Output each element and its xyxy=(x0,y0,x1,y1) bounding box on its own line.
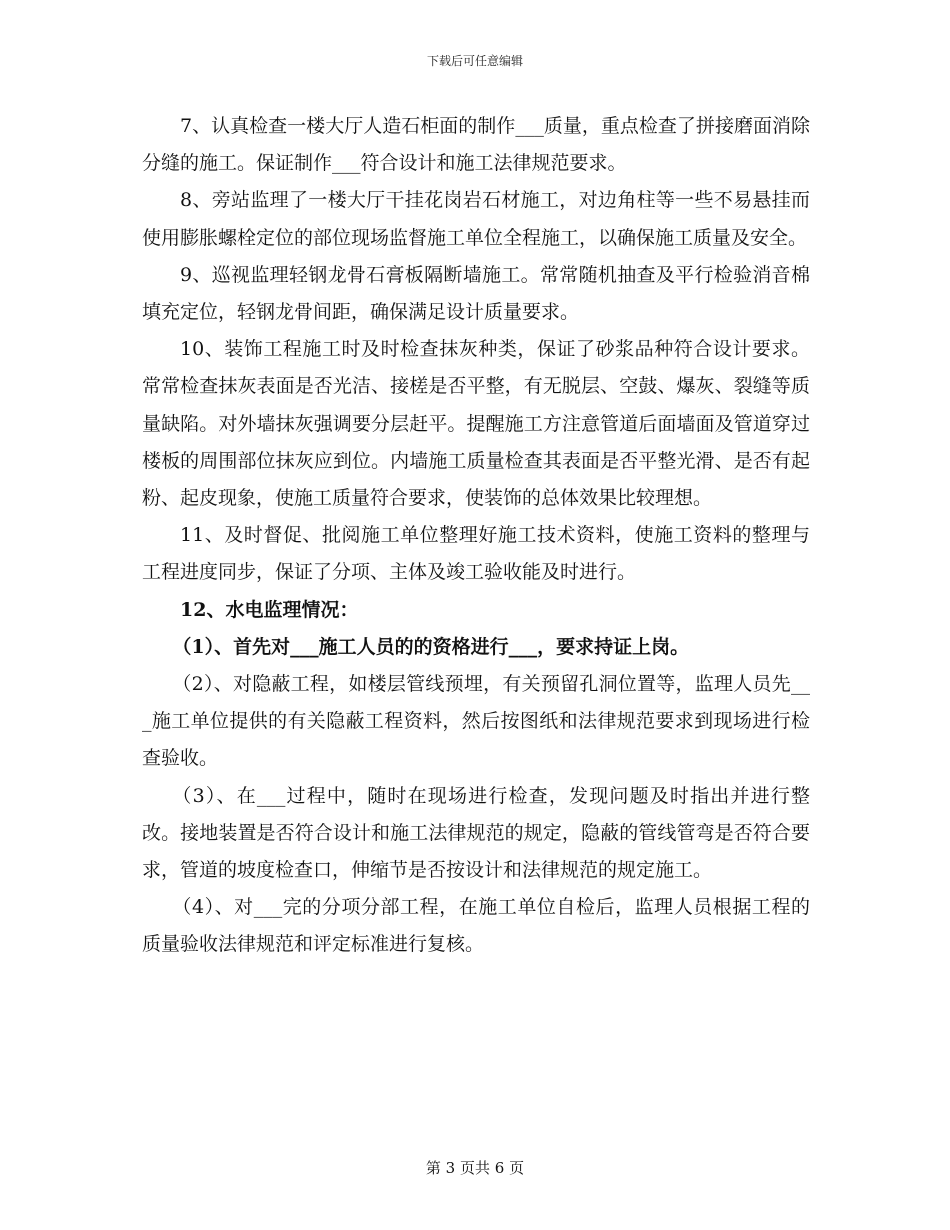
sub-item-1: （1）、首先对___施工人员的的资格进行___，要求持证上岗。 xyxy=(172,635,690,658)
paragraph-7: 7、认真检查一楼大厅人造石柜面的制作___质量，重点检查了拼接磨面消除分缝的施工。保证制作___符合设计和施工法律规范要求。 xyxy=(142,115,810,175)
paragraph-10: 10、装饰工程施工时及时检查抹灰种类，保证了砂浆品种符合设计要求。常常检查抹灰表面是否光洁、接槎是否平整，有无脱层、空鼓、爆灰、裂缝等质量缺陷。对外墙抹灰强调要分层赶平。提醒施工方注意管道后面墙面及管道穿过楼板的周围部位抹灰应到位。内墙施工质量检查其表面是否平整光滑、是否有起粉、起皮现象，使施工质量符合要求，使装饰的总体效果比较理想。 xyxy=(142,338,810,510)
sub-item-2: （2）、对隐蔽工程，如楼层管线预埋，有关预留孔洞位置等，监理人员先___施工单位提供的有关隐蔽工程资料，然后按图纸和法律规范要求到现场进行检查验收。 xyxy=(142,673,810,770)
page-header: 下载后可任意编辑 xyxy=(426,54,523,68)
paragraph-8: 8、旁站监理了一楼大厅干挂花岗岩石材施工，对边角柱等一些不易悬挂而使用膨胀螺栓定位的部位现场监督施工单位全程施工，以确保施工质量及安全。 xyxy=(142,189,810,249)
section-heading-12: 12、水电监理情况： xyxy=(180,598,359,621)
document-body xyxy=(142,108,810,964)
page-footer: 第 3 页共 6 页 xyxy=(425,1159,525,1177)
paragraph-9: 9、巡视监理轻钢龙骨石膏板隔断墙施工。常常随机抽查及平行检验消音棉填充定位，轻钢龙骨间距，确保满足设计质量要求。 xyxy=(142,263,810,324)
sub-item-3: （3）、在___过程中，随时在现场进行检查，发现问题及时指出并进行整改。接地装置是否符合设计和施工法律规范的规定，隐蔽的管线管弯是否符合要求，管道的坡度检查口，伸缩节是否按设计和法律规范的规定施工。 xyxy=(142,784,810,882)
paragraph-11: 11、及时督促、批阅施工单位整理好施工技术资料，使施工资料的整理与工程进度同步，保证了分项、主体及竣工验收能及时进行。 xyxy=(142,524,810,584)
sub-item-4: （4）、对___完的分项分部工程，在施工单位自检后，监理人员根据工程的质量验收法律规范和评定标准进行复核。 xyxy=(142,896,810,956)
